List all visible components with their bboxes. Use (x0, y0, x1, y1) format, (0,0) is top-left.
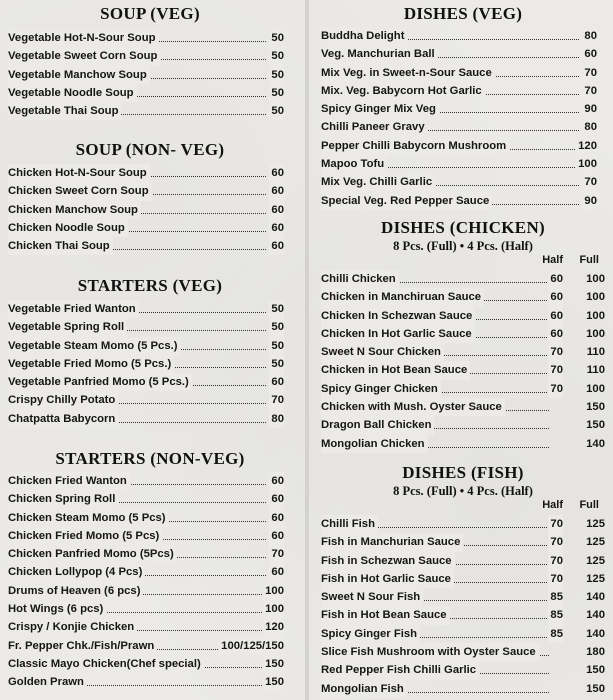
item-price-full: 100 (586, 291, 605, 304)
item-name: Chilli Chicken (321, 270, 399, 288)
item-price: 90 (582, 192, 597, 210)
item-name: Chicken with Mush. Oyster Sauce (321, 398, 505, 416)
section-soup-nonveg (0, 140, 300, 255)
item-price-full: 125 (586, 572, 605, 585)
item-price-half: 70 (548, 515, 563, 533)
item-name: Spicy Ginger Chicken (321, 380, 441, 398)
item-name: Classic Mayo Chicken(Chef special) (8, 655, 204, 673)
section-title: SOUP (NON- VEG) (75, 140, 225, 159)
item-price-full: 140 (586, 437, 605, 450)
item-price-half: 85 (548, 625, 563, 643)
item-name: Dragon Ball Chicken (321, 416, 434, 434)
item-price: 60 (269, 164, 284, 182)
menu-item (313, 82, 613, 100)
item-name: Fish in Manchurian Sauce (321, 533, 463, 551)
item-price-full: 100 (586, 273, 605, 285)
section-title: DISHES (VEG) (403, 4, 523, 23)
item-price-half: 70 (548, 570, 563, 588)
item-price: 50 (269, 29, 284, 47)
item-list (313, 270, 613, 453)
item-price: 60 (269, 472, 284, 490)
menu-item (313, 343, 613, 361)
full-header: Full (579, 499, 599, 511)
item-price: 50 (269, 84, 284, 102)
menu-item (313, 192, 613, 210)
menu-item (0, 355, 300, 373)
menu-item (0, 219, 300, 237)
menu-item (313, 100, 613, 118)
item-name: Fish in Hot Garlic Sauce (321, 570, 454, 588)
item-name: Drums of Heaven (6 pcs) (8, 582, 143, 600)
item-price: 60 (269, 219, 284, 237)
item-name: Fr. Pepper Chk./Fish/Prawn (8, 637, 157, 655)
menu-item (0, 673, 300, 691)
item-price-full: 110 (586, 364, 605, 377)
item-price-full: 140 (586, 627, 605, 640)
item-price: 60 (269, 527, 284, 545)
item-price: 70 (582, 64, 597, 82)
menu-item (313, 588, 613, 606)
menu-item (0, 563, 300, 581)
item-price-full: 150 (586, 419, 605, 432)
menu-item (313, 45, 613, 63)
item-price: 70 (582, 82, 597, 100)
section-starters-veg (0, 276, 300, 428)
menu-item (0, 102, 300, 120)
item-name: Mix. Veg. Babycorn Hot Garlic (321, 82, 485, 100)
item-name: Vegetable Sweet Corn Soup (8, 47, 160, 65)
item-price-full: 150 (586, 664, 605, 677)
section-dishes-fish (313, 463, 613, 698)
item-price-full: 150 (586, 682, 605, 695)
item-name: Veg. Manchurian Ball (321, 45, 438, 63)
full-header: Full (579, 254, 599, 266)
item-price-full: 125 (586, 554, 605, 567)
item-name: Vegetable Thai Soup (8, 102, 121, 120)
item-name: Chatpatta Babycorn (8, 410, 118, 428)
item-name: Chicken in Manchiruan Sauce (321, 288, 484, 306)
item-name: Sweet N Sour Chicken (321, 343, 444, 361)
menu-item (313, 64, 613, 82)
item-name: Pepper Chilli Babycorn Mushroom (321, 137, 509, 155)
menu-item (0, 637, 300, 655)
item-price-half: 70 (548, 380, 563, 398)
item-price: 150 (263, 655, 284, 673)
item-price: 70 (582, 173, 597, 191)
menu-item (313, 552, 613, 570)
item-price-half: 60 (548, 288, 563, 306)
item-name: Chicken Fried Wanton (8, 472, 130, 490)
menu-item (0, 545, 300, 563)
section-title: STARTERS (VEG) (77, 276, 223, 295)
item-price-full: 125 (586, 518, 605, 530)
item-price-full: 100 (586, 327, 605, 340)
section-title: STARTERS (NON-VEG) (55, 449, 245, 468)
section-dishes-veg (313, 4, 613, 210)
item-price: 120 (576, 137, 597, 155)
item-price: 70 (269, 391, 284, 409)
item-name: Chicken In Hot Garlic Sauce (321, 325, 475, 343)
menu-item (0, 47, 300, 65)
item-name: Vegetable Hot-N-Sour Soup (8, 29, 159, 47)
menu-item (313, 515, 613, 533)
item-price: 60 (269, 509, 284, 527)
item-name: Buddha Delight (321, 27, 407, 45)
column-header (313, 254, 613, 270)
menu-item (0, 164, 300, 182)
item-price: 50 (269, 47, 284, 65)
menu-item (0, 182, 300, 200)
menu-item (313, 325, 613, 343)
section-title: SOUP (VEG) (100, 4, 200, 23)
section-starters-nonveg (0, 449, 300, 692)
item-name: Crispy / Konjie Chicken (8, 618, 137, 636)
menu-item (0, 391, 300, 409)
menu-item (0, 373, 300, 391)
section-title: DISHES (CHICKEN) (381, 218, 545, 237)
menu-item (0, 600, 300, 618)
menu-item (313, 435, 613, 453)
menu-item (313, 643, 613, 661)
item-price: 100/125/150 (219, 637, 284, 655)
menu-item (313, 288, 613, 306)
item-price-full: 110 (586, 346, 605, 359)
item-price: 100 (576, 155, 597, 173)
item-price: 50 (269, 355, 284, 373)
menu-item (0, 337, 300, 355)
item-name: Fish in Schezwan Sauce (321, 552, 455, 570)
item-price-half: 60 (548, 307, 563, 325)
item-name: Vegetable Spring Roll (8, 318, 127, 336)
item-name: Chicken In Schezwan Sauce (321, 307, 475, 325)
menu-item (0, 472, 300, 490)
menu-item (0, 582, 300, 600)
column-header (313, 499, 613, 515)
item-name: Chicken in Hot Bean Sauce (321, 361, 470, 379)
menu-item (313, 416, 613, 434)
section-dishes-chicken (313, 218, 613, 453)
item-price-half: 60 (548, 270, 563, 288)
item-price: 50 (269, 337, 284, 355)
item-name: Vegetable Fried Wanton (8, 300, 139, 318)
item-price-half: 70 (548, 343, 563, 361)
menu-item (0, 201, 300, 219)
item-price-full: 140 (586, 591, 605, 604)
item-price: 60 (269, 237, 284, 255)
item-price: 150 (263, 673, 284, 691)
item-name: Chicken Noodle Soup (8, 219, 128, 237)
item-name: Chilli Fish (321, 515, 378, 533)
item-price: 50 (269, 300, 284, 318)
item-list (0, 164, 300, 255)
menu-item (313, 155, 613, 173)
item-price: 90 (582, 100, 597, 118)
item-list (0, 29, 300, 120)
item-name: Special Veg. Red Pepper Sauce (321, 192, 492, 210)
menu-item (0, 318, 300, 336)
item-name: Spicy Ginger Fish (321, 625, 420, 643)
menu-item (313, 380, 613, 398)
item-name: Slice Fish Mushroom with Oyster Sauce (321, 643, 539, 661)
item-name: Crispy Chilly Potato (8, 391, 118, 409)
item-list (0, 472, 300, 692)
item-list (313, 27, 613, 210)
item-price: 50 (269, 318, 284, 336)
item-name: Chicken Steam Momo (5 Pcs) (8, 509, 169, 527)
menu-item (0, 300, 300, 318)
item-price: 80 (582, 27, 597, 45)
item-list (0, 300, 300, 428)
item-price: 60 (269, 201, 284, 219)
section-title: DISHES (FISH) (402, 463, 524, 482)
item-price: 50 (269, 66, 284, 84)
menu-item (0, 66, 300, 84)
item-price: 50 (269, 102, 284, 120)
menu-item (313, 625, 613, 643)
item-price: 60 (269, 182, 284, 200)
menu-item (313, 118, 613, 136)
item-price: 120 (263, 618, 284, 636)
item-price-full: 100 (586, 382, 605, 395)
menu-item (0, 655, 300, 673)
menu-item (0, 29, 300, 47)
menu-item (0, 410, 300, 428)
item-name: Mongolian Fish (321, 680, 407, 698)
item-name: Vegetable Panfried Momo (5 Pcs.) (8, 373, 192, 391)
menu-item (313, 661, 613, 679)
item-name: Vegetable Manchow Soup (8, 66, 150, 84)
menu-item (313, 307, 613, 325)
item-price-half: 70 (548, 552, 563, 570)
item-name: Chicken Fried Momo (5 Pcs) (8, 527, 162, 545)
item-name: Chicken Hot-N-Sour Soup (8, 164, 150, 182)
item-price-half: 70 (548, 361, 563, 379)
item-price-full: 150 (586, 401, 605, 414)
menu-item (0, 527, 300, 545)
menu-item (0, 84, 300, 102)
menu-item (313, 398, 613, 416)
section-subtitle: 8 Pcs. (Full) • 4 Pcs. (Half) (393, 484, 533, 498)
item-name: Hot Wings (6 pcs) (8, 600, 106, 618)
item-name: Mix Veg. in Sweet-n-Sour Sauce (321, 64, 495, 82)
item-price: 60 (269, 563, 284, 581)
menu-item (0, 618, 300, 636)
item-name: Mongolian Chicken (321, 435, 428, 453)
item-price: 80 (269, 410, 284, 428)
item-name: Mapoo Tofu (321, 155, 387, 173)
item-price-full: 100 (586, 309, 605, 322)
half-header: Half (542, 499, 563, 511)
item-price-full: 140 (586, 609, 605, 622)
section-subtitle: 8 Pcs. (Full) • 4 Pcs. (Half) (393, 239, 533, 253)
item-price-half: 70 (548, 533, 563, 551)
menu-item (313, 533, 613, 551)
item-price: 70 (269, 545, 284, 563)
menu-item (313, 27, 613, 45)
menu-item (313, 137, 613, 155)
section-soup-veg (0, 4, 300, 120)
half-header: Half (542, 254, 563, 266)
menu-item (0, 509, 300, 527)
item-name: Golden Prawn (8, 673, 87, 691)
item-name: Vegetable Fried Momo (5 Pcs.) (8, 355, 174, 373)
menu-item (313, 361, 613, 379)
item-price: 60 (269, 373, 284, 391)
item-price-half: 85 (548, 588, 563, 606)
item-price: 60 (582, 45, 597, 63)
item-name: Chicken Spring Roll (8, 490, 118, 508)
menu-item (313, 173, 613, 191)
menu-item (313, 570, 613, 588)
item-name: Chicken Sweet Corn Soup (8, 182, 152, 200)
item-name: Chilli Paneer Gravy (321, 118, 428, 136)
menu-item (313, 270, 613, 288)
item-name: Vegetable Noodle Soup (8, 84, 137, 102)
item-name: Spicy Ginger Mix Veg (321, 100, 439, 118)
menu-item (313, 680, 613, 698)
item-name: Red Pepper Fish Chilli Garlic (321, 661, 479, 679)
item-name: Chicken Panfried Momo (5Pcs) (8, 545, 177, 563)
item-name: Chicken Thai Soup (8, 237, 113, 255)
item-name: Vegetable Steam Momo (5 Pcs.) (8, 337, 181, 355)
item-name: Chicken Lollypop (4 Pcs) (8, 563, 145, 581)
item-price: 100 (263, 582, 284, 600)
column-divider (305, 0, 309, 700)
item-price-full: 125 (586, 536, 605, 549)
item-name: Fish in Hot Bean Sauce (321, 606, 450, 624)
item-price-full: 180 (586, 646, 605, 659)
item-price: 80 (582, 118, 597, 136)
item-price: 100 (263, 600, 284, 618)
menu-item (0, 237, 300, 255)
item-price-half: 85 (548, 606, 563, 624)
menu-item (313, 606, 613, 624)
item-name: Mix Veg. Chilli Garlic (321, 173, 435, 191)
item-name: Chicken Manchow Soup (8, 201, 141, 219)
item-price: 60 (269, 490, 284, 508)
menu-item (0, 490, 300, 508)
item-name: Sweet N Sour Fish (321, 588, 423, 606)
item-list (313, 515, 613, 698)
item-price-half: 60 (548, 325, 563, 343)
